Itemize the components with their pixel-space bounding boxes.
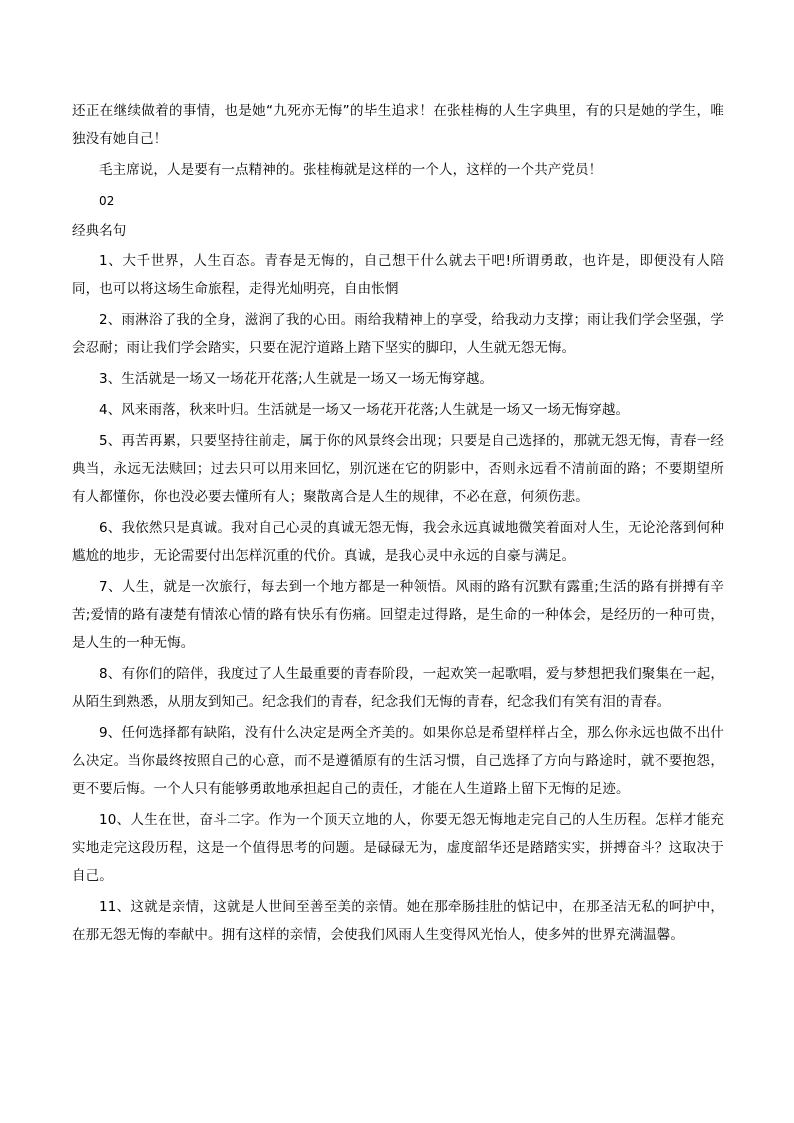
quote-paragraph: 3、生活就是一场又一场花开花落;人生就是一场又一场无悔穿越。 xyxy=(99,371,494,387)
quote-paragraph: 6、我依然只是真诚。我对自己心灵的真诚无怨无悔，我会永远真诚地微笑着面对人生，无论沦落到何种尴尬的地步，无论需要付出怎样沉重的代价。真诚，是我心灵中永远的自豪与满足。 xyxy=(72,520,724,564)
quote-paragraph: 4、风来雨落，秋来叶归。生活就是一场又一场花开花落;人生就是一场又一场无悔穿越。 xyxy=(99,402,630,418)
quote-paragraph: 8、有你们的陪伴，我度过了人生最重要的青春阶段，一起欢笑一起歌唱，爱与梦想把我们聚集在一起，从陌生到熟悉，从朋友到知己。纪念我们的青春，纪念我们无悔的青春，纪念我们有笑有泪的青春。 xyxy=(72,666,724,710)
section-title: 经典名句 xyxy=(72,223,127,239)
quote-paragraph: 5、再苦再累，只要坚持往前走，属于你的风景终会出现；只要是自己选择的，那就无怨无悔，青春一经典当，永远无法赎回；过去只可以用来回忆，别沉迷在它的阴影中，否则永远看不清前面的路；不要期望所有人都懂你，你也没必要去懂所有人；聚散离合是人生的规律，不必在意，何须伤悲。 xyxy=(72,433,724,505)
document-body xyxy=(72,97,724,952)
intro-paragraph: 毛主席说，人是要有一点精神的。张桂梅就是这样的一个人，这样的一个共产党员！ xyxy=(99,162,603,178)
quote-paragraph: 9、任何选择都有缺陷，没有什么决定是两全齐美的。如果你总是希望样样占全，那么你永远也做不出什么决定。当你最终按照自己的心意，而不是遵循原有的生活习惯，自己选择了方向与路途时，就不要抱怨，更不要后悔。一个人只有能够勇敢地承担起自己的责任，才能在人生道路上留下无悔的足迹。 xyxy=(72,725,724,797)
quote-paragraph: 10、人生在世，奋斗二字。作为一个顶天立地的人，你要无怨无悔地走完自己的人生历程。怎样才能充实地走完这段历程，这是一个值得思考的问题。是碌碌无为，虚度韶华还是踏踏实实，拼搏奋斗？这取决于自己。 xyxy=(72,812,724,884)
intro-paragraph: 还正在继续做着的事情，也是她“九死亦无悔”的毕生追求！在张桂梅的人生字典里，有的只是她的学生，唯独没有她自己！ xyxy=(72,103,724,147)
section-number: 02 xyxy=(99,194,115,208)
quote-paragraph: 7、人生，就是一次旅行，每去到一个地方都是一种领悟。风雨的路有沉默有露重;生活的路有拼搏有辛苦;爱情的路有凄楚有情浓心情的路有快乐有伤痛。回望走过得路，是生命的一种体会，是经历的一种可贵，是人生的一种无悔。 xyxy=(72,579,724,651)
quote-paragraph: 1、大千世界，人生百态。青春是无悔的，自己想干什么就去干吧!所谓勇敢，也许是，即便没有人陪同，也可以将这场生命旅程，走得光灿明亮，自由怅惘 xyxy=(72,253,724,297)
quote-paragraph: 2、雨淋浴了我的全身，滋润了我的心田。雨给我精神上的享受，给我动力支撑；雨让我们学会坚强，学会忍耐；雨让我们学会踏实，只要在泥泞道路上踏下坚实的脚印，人生就无怨无悔。 xyxy=(72,312,724,356)
quote-paragraph: 11、这就是亲情，这就是人世间至善至美的亲情。她在那牵肠挂肚的惦记中，在那圣洁无私的呵护中，在那无怨无悔的奉献中。拥有这样的亲情，会使我们风雨人生变得风光怡人，使多舛的世界充满温馨。 xyxy=(72,899,724,943)
